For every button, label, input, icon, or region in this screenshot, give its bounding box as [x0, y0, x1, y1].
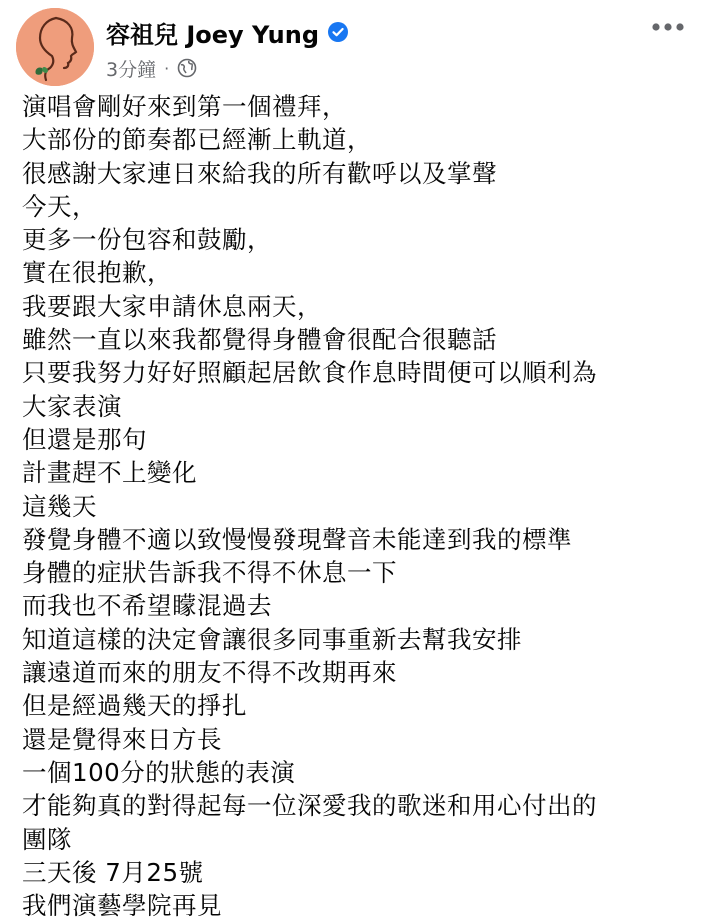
author-avatar[interactable] — [16, 8, 94, 86]
post-timestamp[interactable]: 3分鐘 — [106, 58, 157, 81]
post-line: 大家表演 — [22, 391, 122, 421]
post-line: 更多一份包容和鼓勵， — [22, 225, 272, 255]
post-line: 但還是那句 — [22, 424, 147, 454]
post-line: 這幾天 — [22, 491, 97, 521]
post-line: 發覺身體不適以致慢慢發現聲音未能達到我的標準 — [22, 524, 572, 554]
post-line: 團隊 — [22, 824, 72, 854]
post-line: 很感謝大家連日來給我的所有歡呼以及掌聲 — [22, 158, 497, 188]
post-line: 而我也不希望矇混過去 — [22, 591, 272, 621]
post-line: 才能夠真的對得起每一位深愛我的歌迷和用心付出的 — [22, 791, 597, 821]
post-line: 只要我努力好好照顧起居飲食作息時間便可以順利為 — [22, 358, 597, 388]
verified-badge-icon — [327, 21, 349, 43]
post-line: 讓遠道而來的朋友不得不改期再來 — [22, 658, 397, 688]
post-line: 知道這樣的決定會讓很多同事重新去幫我安排 — [22, 624, 522, 654]
post-line: 今天， — [22, 191, 97, 221]
post-meta-row — [106, 54, 197, 82]
avatar-illustration — [16, 8, 94, 86]
post-line: 身體的症狀告訴我不得不休息一下 — [22, 558, 397, 588]
post-line: 三天後 7月25號 — [22, 857, 204, 887]
author-name[interactable]: 容祖兒 Joey Yung — [106, 20, 320, 49]
post-line: 實在很抱歉， — [22, 258, 172, 288]
post-line: 大部份的節奏都已經漸上軌道， — [22, 125, 372, 155]
post-line: 但是經過幾天的掙扎 — [22, 691, 247, 721]
more-options-icon — [651, 22, 685, 32]
meta-separator: · — [164, 58, 170, 78]
globe-icon[interactable] — [177, 58, 197, 78]
post-line: 一個100分的狀態的表演 — [22, 757, 296, 787]
author-name-row — [106, 14, 349, 50]
post-line: 演唱會剛好來到第一個禮拜， — [22, 92, 347, 121]
post-line: 雖然一直以來我都覺得身體會很配合很聽話 — [22, 325, 497, 355]
more-options-button[interactable] — [646, 10, 690, 44]
post-text — [22, 90, 692, 922]
post-line: 我們演藝學院再見 — [22, 891, 222, 921]
post-line: 計畫趕不上變化 — [22, 458, 197, 488]
post-line: 我要跟大家申請休息兩天， — [22, 291, 322, 321]
post-line: 還是覺得來日方長 — [22, 724, 222, 754]
post-header — [0, 0, 704, 90]
